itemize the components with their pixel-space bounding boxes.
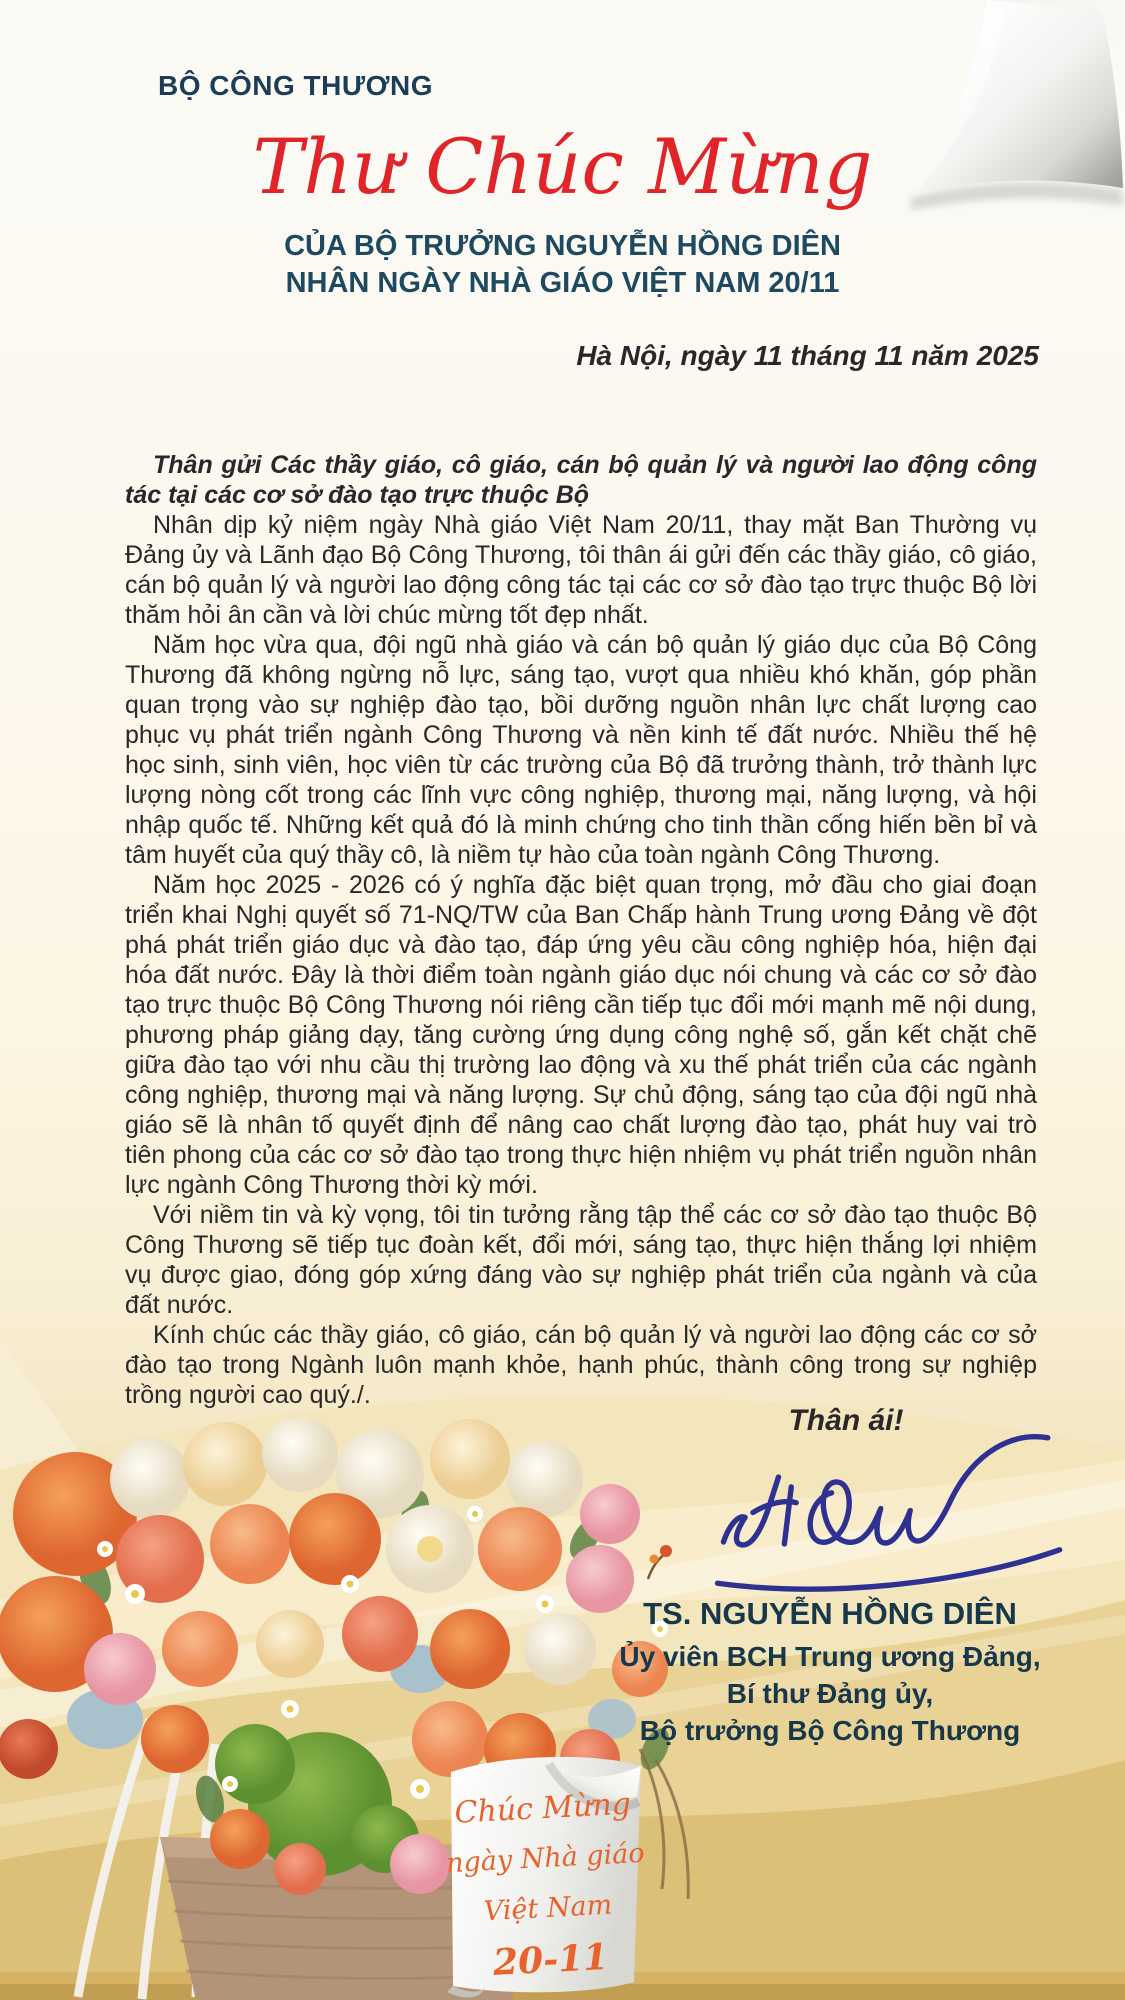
closing-salute: Thân ái! xyxy=(788,1404,904,1437)
subtitle-line-1: CỦA BỘ TRƯỞNG NGUYỄN HỒNG DIÊN xyxy=(284,230,841,262)
signature-image xyxy=(695,1426,1090,1598)
letter-paragraph: Kính chúc các thầy giáo, cô giáo, cán bộ quản lý và người lao động các cơ sở đào tạo trong Ngành luôn mạnh khỏe, hạnh phúc, thành công trong sự nghiệp trồng người cao quý./. xyxy=(125,1321,1037,1409)
letter-paragraph: Năm học 2025 - 2026 có ý nghĩa đặc biệt quan trọng, mở đầu cho giai đoạn triển khai Nghị quyết số 71-NQ/TW của Ban Chấp hành Trung ương Đảng về đột phá phát triển giáo dục và đào tạo, đáp ứng yêu cầu công nghiệp hóa, hiện đại hóa đất nước. Đây là thời điểm toàn ngành giáo dục nói chung và các cơ sở đào tạo trực thuộc Bộ Công Thương nói riêng cần tiếp tục đổi mới mạnh mẽ nội dung, phương pháp giảng dạy, tăng cường ứng dụng công nghệ số, gắn kết chặt chẽ giữa đào tạo với nhu cầu thị trường lao động và xu thế phát triển của các ngành công nghiệp, thương mại và năng lượng. Sự chủ động, sáng tạo của đội ngũ nhà giáo sẽ là nhân tố quyết định để nâng cao chất lượng đào tạo, phát huy vai trò tiên phong của các cơ sở đào tạo trong thực hiện nhiệm vụ phát triển nguồn nhân lực ngành Công Thương thời kỳ mới. xyxy=(125,871,1037,1199)
letter-paragraph: Năm học vừa qua, đội ngũ nhà giáo và cán bộ quản lý giáo dục của Bộ Công Thương đã không ngừng nỗ lực, sáng tạo, vượt qua nhiều khó khăn, góp phần quan trọng vào sự nghiệp đào tạo, bồi dưỡng nguồn nhân lực chất lượng cao phục vụ phát triển ngành Công Thương và nền kinh tế đất nước. Nhiều thế hệ học sinh, sinh viên, học viên từ các trường của Bộ đã trưởng thành, trở thành lực lượng nòng cốt trong các lĩnh vực công nghiệp, thương mại, năng lượng, và hội nhập quốc tế. Những kết quả đó là minh chứng cho tinh thần cống hiến bền bỉ và tâm huyết của quý thầy cô, là niềm tự hào của toàn ngành Công Thương. xyxy=(125,631,1037,869)
letter-title: Thư Chúc Mừng xyxy=(252,122,873,211)
scroll-line-2: ngày Nhà giáo xyxy=(445,1837,646,1880)
signer-role-3: Bộ trưởng Bộ Công Thương xyxy=(639,1715,1021,1746)
organization-name: BỘ CÔNG THƯƠNG xyxy=(158,70,433,101)
date-line: Hà Nội, ngày 11 tháng 11 năm 2025 xyxy=(576,340,1039,371)
letter-subtitle xyxy=(0,228,1125,302)
signer-name: TS. NGUYỄN HỒNG DIÊN xyxy=(643,1596,1017,1631)
salutation: Thân gửi Các thầy giáo, cô giáo, cán bộ quản lý và người lao động công tác tại các cơ sở đào tạo trực thuộc Bộ xyxy=(125,451,1037,509)
greeting-scroll xyxy=(435,1742,657,2000)
signer-role-2: Bí thư Đảng ủy, xyxy=(726,1678,934,1709)
letter-paragraph: Nhân dịp kỷ niệm ngày Nhà giáo Việt Nam 20/11, thay mặt Ban Thường vụ Đảng ủy và Lãnh đạo Bộ Công Thương, tôi thân ái gửi đến các thầy giáo, cô giáo, cán bộ quản lý và người lao động công tác tại các cơ sở đào tạo trực thuộc Bộ lời thăm hỏi ân cần và lời chúc mừng tốt đẹp nhất. xyxy=(125,511,1037,629)
signer-role-1: Ủy viên BCH Trung ương Đảng, xyxy=(619,1641,1041,1672)
scroll-line-3: Việt Nam xyxy=(483,1889,613,1928)
letter-body xyxy=(125,450,1037,1410)
signer-block xyxy=(540,1596,1120,1749)
subtitle-line-2: NHÂN NGÀY NHÀ GIÁO VIỆT NAM 20/11 xyxy=(285,267,840,299)
page-curl xyxy=(875,0,1125,235)
scroll-line-4: 20-11 xyxy=(492,1935,610,1984)
scroll-greeting-text xyxy=(428,1736,663,2000)
scroll-line-1: Chúc Mừng xyxy=(453,1786,632,1831)
letter-paragraph: Với niềm tin và kỳ vọng, tôi tin tưởng rằng tập thể các cơ sở đào tạo thuộc Bộ Công Thương sẽ tiếp tục đoàn kết, đổi mới, sáng tạo, thực hiện thắng lợi nhiệm vụ được giao, đóng góp xứng đáng vào sự nghiệp phát triển của ngành và của đất nước. xyxy=(125,1201,1037,1319)
